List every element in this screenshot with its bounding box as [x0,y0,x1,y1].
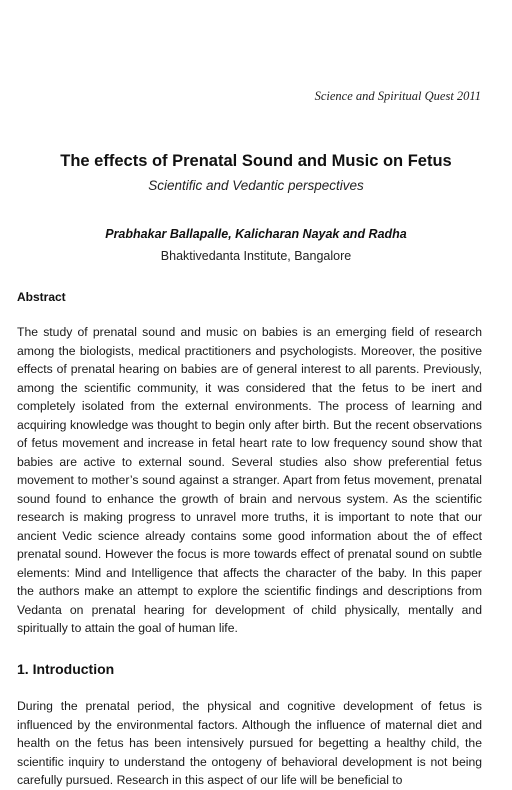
paper-title: The effects of Prenatal Sound and Music on Fetus [60,152,452,170]
introduction-heading: 1. Introduction [17,661,115,677]
introduction-paragraph: During the prenatal period, the physical and cognitive development of fetus is influenced by the environmental factors. Although the influence of maternal diet and health on the fetus has been intensively pursued for begetting a healthy child, the scientific inquiry to understand the ontogeny of behavioral development is not being carefully pursued. Research in this aspect of our life will be beneficial to [17,699,482,787]
paper-subtitle: Scientific and Vedantic perspectives [148,178,364,193]
abstract-heading: Abstract [17,290,66,304]
running-head: Science and Spiritual Quest 2011 [314,89,481,103]
affiliation: Bhaktivedanta Institute, Bangalore [160,249,352,263]
author-list: Prabhakar Ballapalle, Kalicharan Nayak and Radha [105,227,407,241]
abstract-paragraph: The study of prenatal sound and music on babies is an emerging field of research among the biologists, medical practitioners and psychologists. Moreover, the positive effects of prenatal hearing on babies are of general interest to all parents. Previously, among the scientific community, it was considered that the fetus to be inert and completely isolated from the external environments. The process of learning and acquiring knowledge was thought to begin only after birth. But the recent observations of fetus movement and increase in fetal heart rate to low frequency sound show that babies are active to external sound. Several studies also show preferential fetus movement to mother’s sound against a stranger. Apart from fetus movement, prenatal sound found to enhance the growth of brain and nervous system. As the scientific research is making progress to unravel more truths, it is important to note that our ancient Vedic science already contains some good information about the of effect prenatal sound. However the focus is more towards effect of prenatal sound on subtle elements: Mind and Intelligence that affects the character of the baby. In this paper the authors make an attempt to explore the scientific findings and descriptions from Vedanta on prenatal hearing for development of child physically, mentally and spiritually to attain the goal of human life. [17,325,482,635]
